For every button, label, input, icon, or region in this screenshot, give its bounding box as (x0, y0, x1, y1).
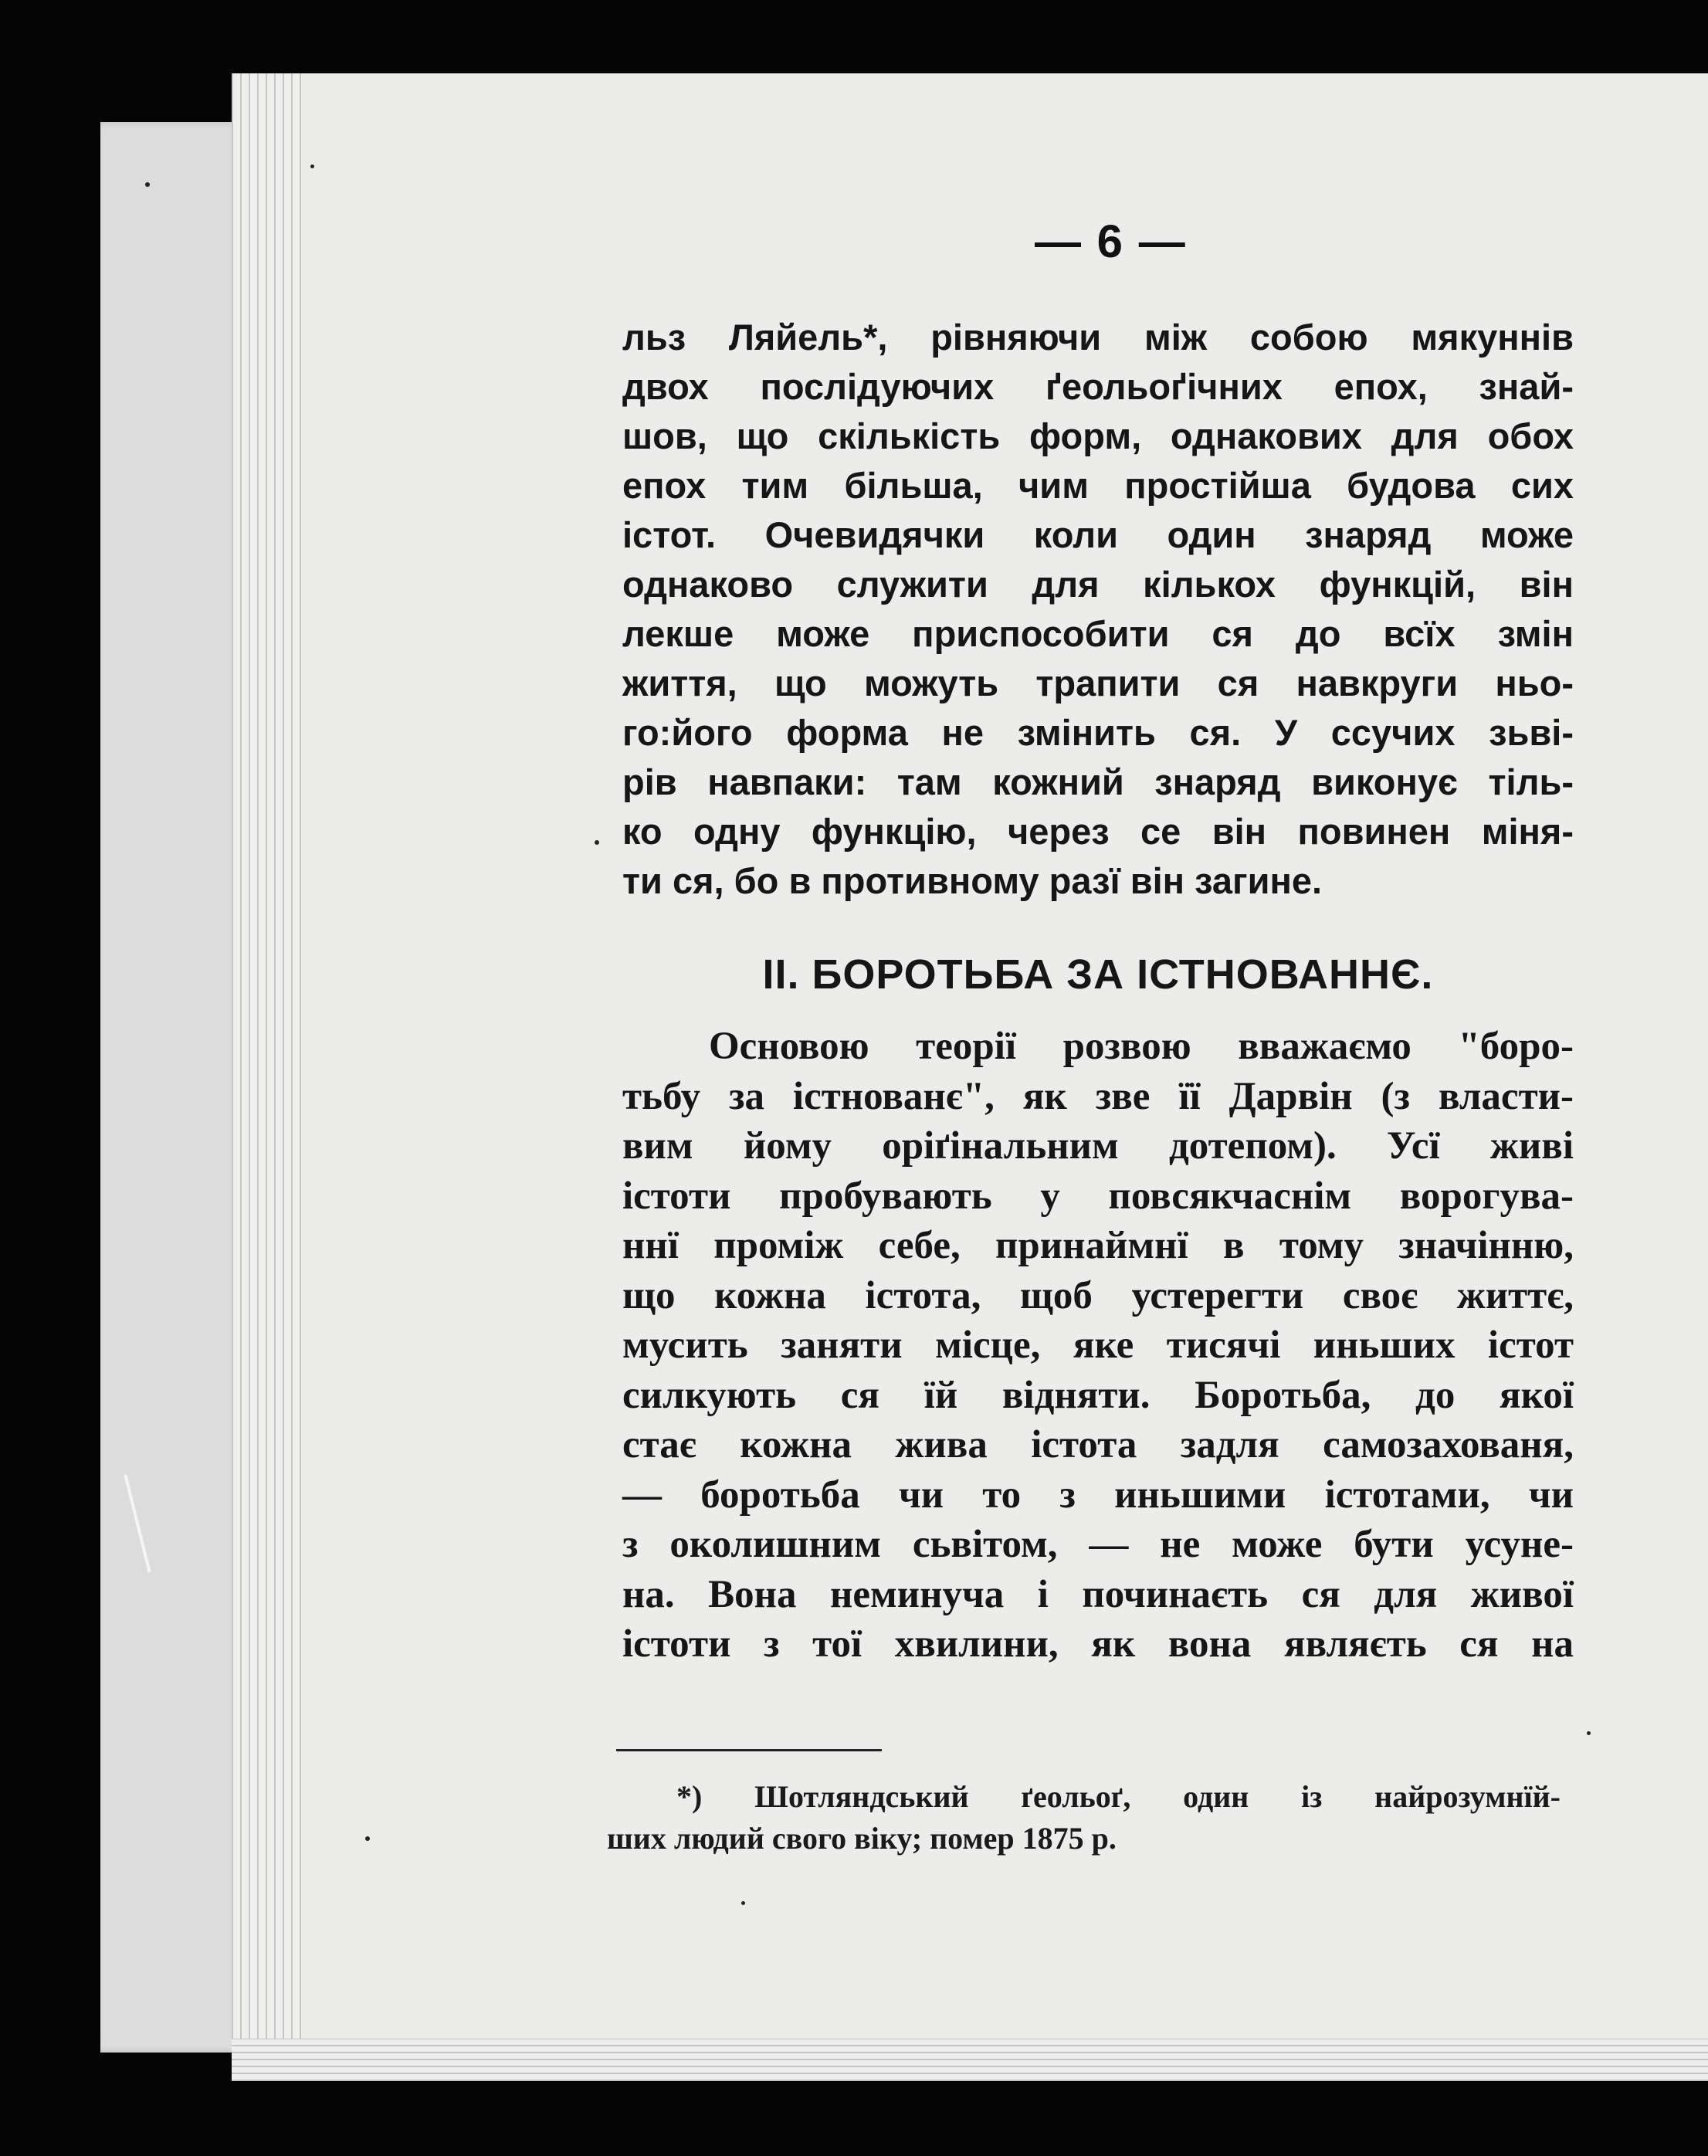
page-edges-bottom (232, 2039, 1708, 2081)
footnote-rule (616, 1749, 882, 1751)
text-line: ннї проміж себе, принаймнї в тому значінню, (622, 1224, 1574, 1267)
footnote-line: ших людий свого віку; помер 1875 р. (607, 1821, 1117, 1856)
scan-speck (595, 840, 599, 845)
text-line: істоти пробувають у повсякчаснім ворогува- (622, 1174, 1574, 1218)
text-block (622, 313, 1574, 1670)
text-line: епох тим більша, чим простійша будова сих (622, 465, 1574, 506)
text-line: стає кожна жива істота задля самозахованя, (622, 1423, 1574, 1466)
text-line: з околишним сьвітом, — не може бути усуне- (622, 1523, 1574, 1566)
footnote (607, 1776, 1561, 1859)
text-line: на. Вона неминуча і починаєть ся для живої (622, 1572, 1574, 1616)
text-line: лекше може приспособити ся до всїх змін (622, 613, 1574, 654)
text-line: що кожна істота, щоб устерегти своє життє, (622, 1273, 1574, 1317)
text-line: вим йому оріґінальним дотепом). Усї живі (622, 1124, 1574, 1168)
text-line: го:його форма не змінить ся. У ссучих зьві- (622, 712, 1574, 753)
paragraph-1 (622, 313, 1574, 906)
text-line: рів навпаки: там кожний знаряд виконує тіль- (622, 761, 1574, 802)
page-edges-left (232, 73, 301, 2081)
scan-speck (741, 1901, 745, 1905)
footnote-line: *) Шотляндський ґеольоґ, один із найрозумнїй- (676, 1779, 1561, 1814)
text-line: Основою теорії розвою вважаємо "боро- (709, 1025, 1574, 1068)
text-line: істоти з тої хвилини, як вона являєть ся на (622, 1622, 1574, 1666)
text-line: — боротьба чи то з иньшими істотами, чи (622, 1473, 1574, 1517)
text-line: життя, що можуть трапити ся навкруги ньо- (622, 663, 1574, 703)
text-line: тьбу за істнованє", як зве її Дарвін (з власти- (622, 1074, 1574, 1118)
page-number: — 6 — (1035, 215, 1187, 267)
text-line: ко одну функцію, через се він повинен міня- (622, 811, 1574, 852)
scan-speck (1587, 1731, 1591, 1735)
text-line: ти ся, бо в противному разї він загине. (622, 860, 1323, 901)
section-heading: II. БОРОТЬБА ЗА ІСТНОВАННЄ. (762, 951, 1434, 998)
scan-speck (145, 182, 150, 187)
scan-speck (310, 164, 314, 168)
text-line: істот. Очевидячки коли один знаряд може (622, 514, 1574, 555)
text-line: мусить заняти місце, яке тисячі иньших істот (622, 1324, 1574, 1367)
text-line: силкують ся їй відняти. Боротьба, до якої (622, 1373, 1574, 1417)
text-line: льз Ляйель*, рівняючи між собою мякуннів (622, 317, 1574, 358)
scan-speck (365, 1836, 370, 1841)
text-line: однаково служити для кількох функцій, він (622, 564, 1574, 605)
paragraph-2 (622, 1022, 1574, 1670)
text-line: шов, що скількість форм, однакових для обох (622, 415, 1574, 456)
text-line: двох послідуючих ґеольоґічних епох, знай- (622, 366, 1574, 407)
